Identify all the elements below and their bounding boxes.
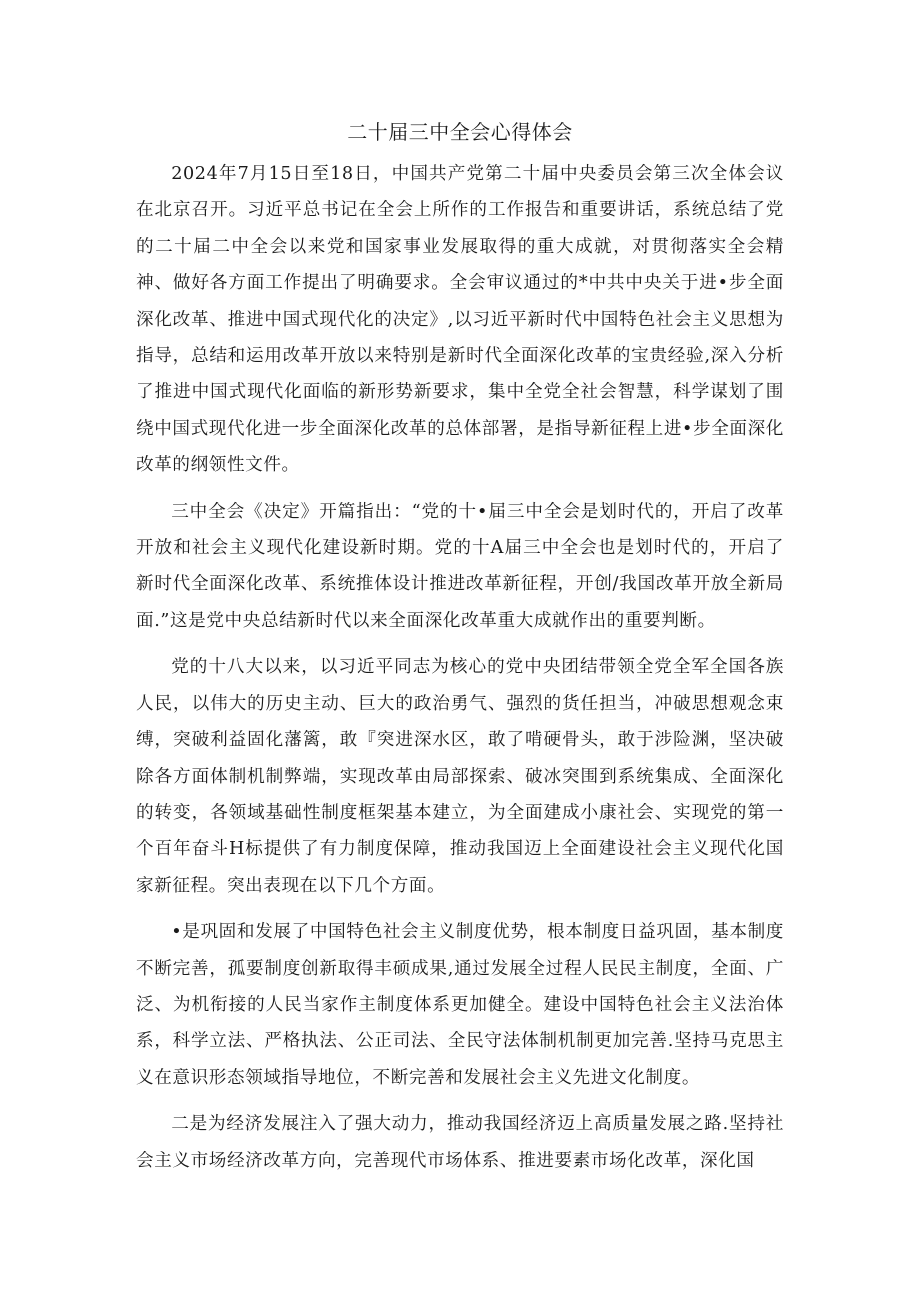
document-body xyxy=(136,114,784,1189)
paragraph-4: •是巩固和发展了中国特色社会主义制度优势，根本制度日益巩固，基本制度不断完善，孤要制度创新取得丰硕成果,通过发展全过程人民民主制度，全面、广泛、为机衔接的人民当家作主制度体系更加健全。建设中国特色社会主义法治体系，科学立法、严格执法、公正司法、全民守法体制机制更加完善.坚持马克思主义在意识形态领域指导地位，不断完善和发展社会主义先进文化制度。 xyxy=(136,922,784,1088)
paragraph-5: 二是为经济发展注入了强大动力，推动我国经济迈上高质量发展之路.坚持社会主义市场经济改革方向，完善现代市场体系、推进要素市场化改革，深化国 xyxy=(136,1114,784,1171)
paragraph-3: 党的十八大以来，以习近平同志为核心的党中央团结带领全党全军全国各族人民，以伟大的历史主动、巨大的政治勇气、强烈的货任担当，冲破思想观念束缚，突破利益固化藩篱，敢『突进深水区，敢了啃硬骨头，敢于涉险渊，坚决破除各方面体制机制弊端，实现改革由局部探索、破冰突围到系统集成、全面深化的转变，各领域基础性制度框架基本建立，为全面建成小康社会、实现党的第一个百年奋斗H标提供了有力制度保障，推动我国迈上全面建设社会主义现代化国家新征程。突出表现在以下几个方面。 xyxy=(136,657,784,896)
paragraph-1: 2024年7月15日至18日，中国共产党第二十届中央委员会第三次全体会议在北京召开。习近平总书记在全会上所作的工作报告和重要讲话，系统总结了党的二十届二中全会以来党和国家事业发展取得的重大成就，对贯彻落实全会精神、做好各方面工作提出了明确要求。全会审议通过的*中共中央关于进•步全面深化改革、推进中国式现代化的决定》,以习近平新时代中国特色社会主义思想为指导，总结和运用改革开放以来特别是新时代全面深化改革的宝贵经验,深入分析了推进中国式现代化面临的新形势新要求，集中全党全社会智慧，科学谋划了围绕中国式现代化进一步全面深化改革的总体部署，是指导新征程上进•步全面深化改革的纲领性文件。 xyxy=(136,164,784,476)
paragraph-2: 三中全会《决定》开篇指出：“党的十•届三中全会是划时代的，开启了改革开放和社会主义现代化建设新时期。党的十A届三中全会也是划时代的，开启了新时代全面深化改革、系统推体设计推进改革新征程，开创/我国改革开放全新局面.”这是党中央总结新时代以来全面深化改革重大成就作出的重要判断。 xyxy=(136,501,784,631)
document-title: 二十届三中全会心得体会 xyxy=(347,120,573,144)
